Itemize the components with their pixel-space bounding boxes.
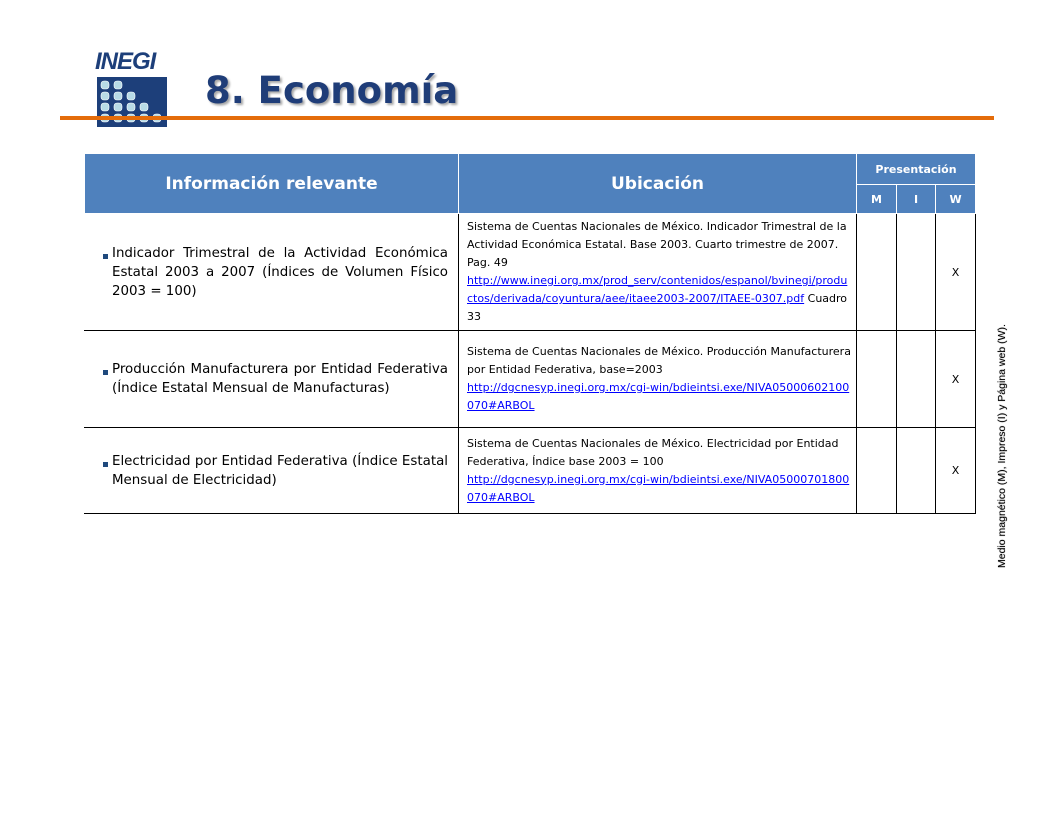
column-header-i: I (897, 185, 936, 214)
info-cell (85, 214, 459, 331)
ubicacion-cell (459, 214, 857, 331)
table-row (85, 428, 976, 514)
ubicacion-text: Sistema de Cuentas Nacionales de México. Producción Manufacturera por Entidad Federativa, base=2003 (467, 345, 851, 376)
info-table (84, 153, 976, 514)
info-cell (85, 428, 459, 514)
title-divider (60, 116, 994, 120)
info-text: Indicador Trimestral de la Actividad Económica Estatal 2003 a 2007 (Índices de Volumen Físico 2003 = 100) (112, 245, 448, 299)
column-header-w: W (936, 185, 976, 214)
info-text: Electricidad por Entidad Federativa (Índice Estatal Mensual de Electricidad) (112, 453, 448, 488)
page-title: 8. Economía (205, 69, 459, 112)
bullet-icon (103, 370, 108, 375)
ubicacion-text: Sistema de Cuentas Nacionales de México. Indicador Trimestral de la Actividad Económica Estatal. Base 2003. Cuarto trimestre de 2007. Pag. 49 (467, 220, 847, 269)
cell-i (897, 214, 936, 331)
ubicacion-suffix: Cuadro 33 (467, 292, 848, 323)
cell-m (857, 331, 897, 428)
column-header-m: M (857, 185, 897, 214)
info-cell (85, 331, 459, 428)
cell-w: X (936, 214, 976, 331)
ubicacion-cell (459, 331, 857, 428)
bullet-icon (103, 254, 108, 259)
cell-w: X (936, 428, 976, 514)
cell-i (897, 428, 936, 514)
table-row (85, 331, 976, 428)
source-link[interactable]: http://dgcnesyp.inegi.org.mx/cgi-win/bdieintsi.exe/NIVA05000602100070#ARBOL (467, 381, 850, 412)
ubicacion-text: Sistema de Cuentas Nacionales de México. Electricidad por Entidad Federativa, Índice base 2003 = 100 (467, 436, 839, 468)
column-header-info: Información relevante (85, 154, 459, 214)
info-text: Producción Manufacturera por Entidad Federativa (Índice Estatal Mensual de Manufacturas) (112, 362, 448, 396)
logo-text: INEGI (95, 48, 156, 75)
cell-m (857, 428, 897, 514)
cell-i (897, 331, 936, 428)
column-header-ubicacion: Ubicación (459, 154, 857, 214)
column-header-presentacion: Presentación (857, 154, 976, 185)
cell-w: X (936, 331, 976, 428)
ubicacion-cell (459, 428, 857, 514)
source-link[interactable]: http://www.inegi.org.mx/prod_serv/contenidos/espanol/bvinegi/productos/derivada/coyuntura/aee/itaee2003-2007/ITAEE-0307.pdf (467, 274, 848, 305)
cell-m (857, 214, 897, 331)
table-row (85, 214, 976, 331)
source-link[interactable]: http://dgcnesyp.inegi.org.mx/cgi-win/bdieintsi.exe/NIVA05000701800070#ARBOL (467, 472, 850, 504)
presentation-legend-note: Medio magnético (M), Impreso (I) y Página web (W). (996, 324, 1008, 568)
bullet-icon (103, 462, 108, 467)
